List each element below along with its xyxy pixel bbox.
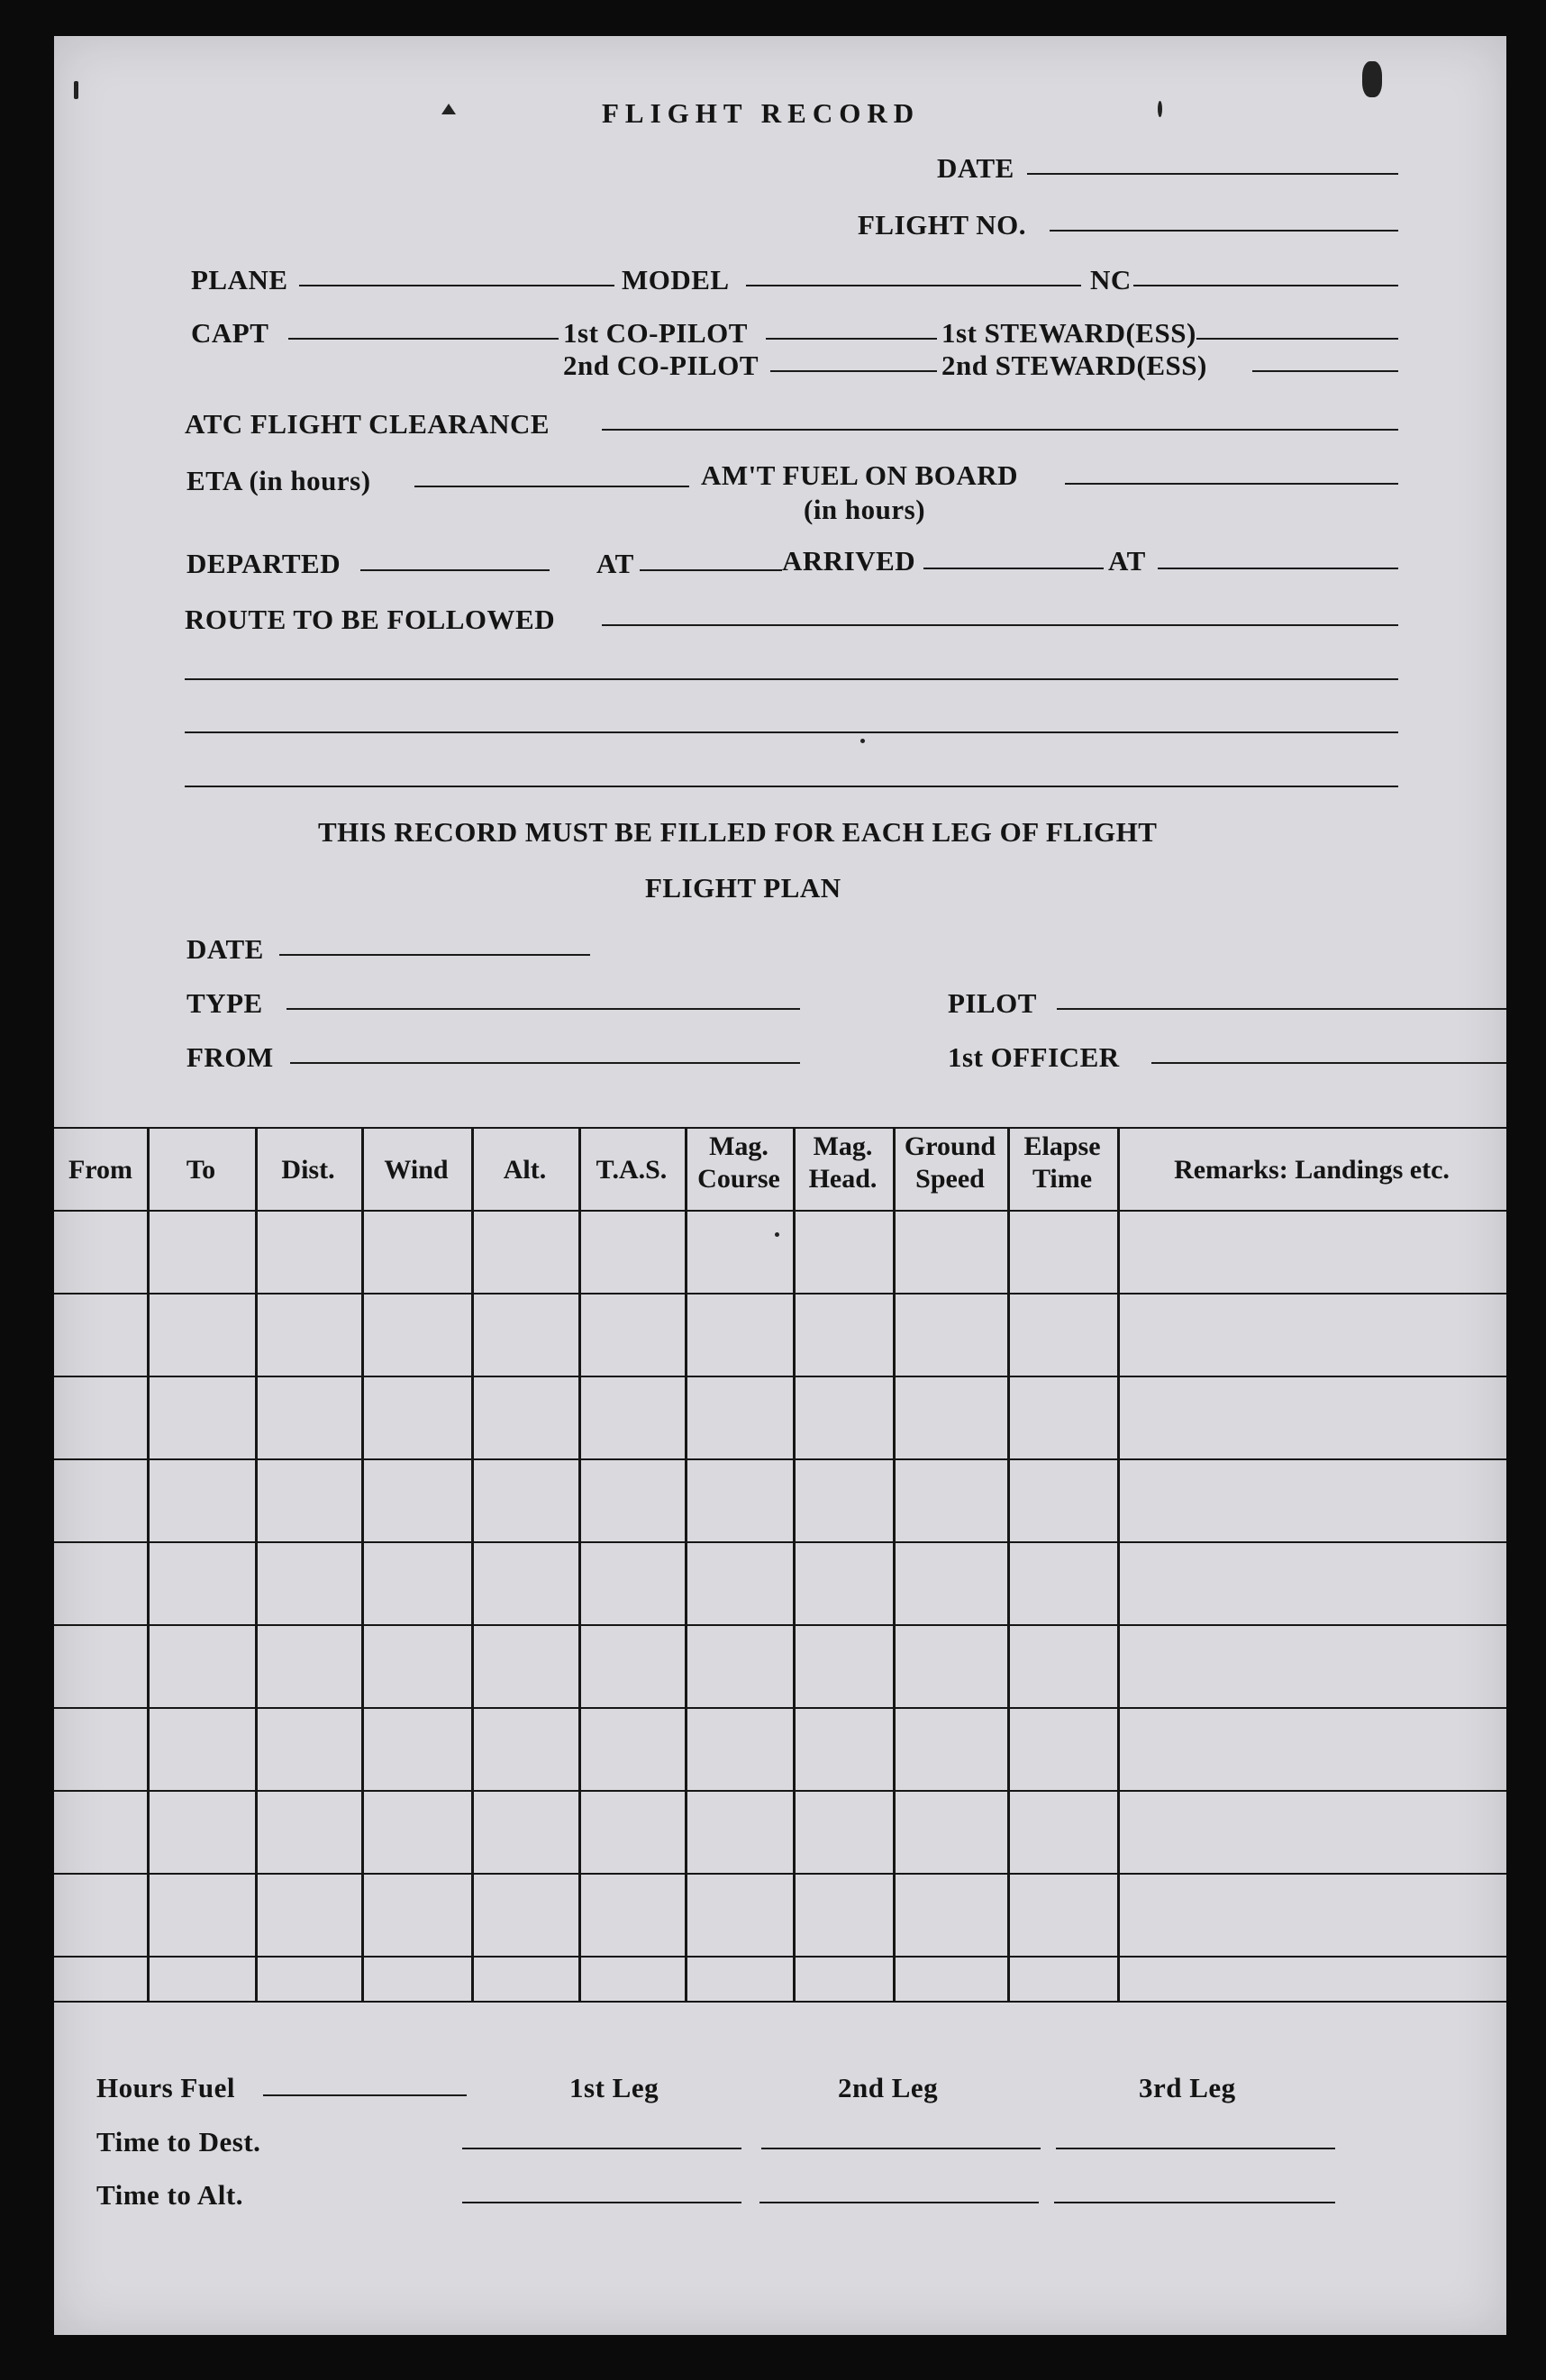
departed-label: DEPARTED [186,548,341,579]
table-header-cell: T.A.S. [596,1155,668,1185]
fp-from-field[interactable] [290,1062,800,1064]
table-row[interactable] [54,1956,1506,2001]
co-pilot-2-field[interactable] [770,370,937,372]
route-field-4[interactable] [185,786,1398,787]
hours-fuel-field[interactable] [263,2094,467,2096]
table-row[interactable] [54,1210,1506,1293]
arrived-field[interactable] [923,568,1104,569]
route-field-2[interactable] [185,678,1398,680]
ink-mark [74,81,78,99]
table-row[interactable] [54,1293,1506,1376]
table-row[interactable] [54,1873,1506,1956]
leg-3-label: 3rd Leg [1139,2072,1236,2103]
date-field[interactable] [1027,173,1398,175]
fp-date-field[interactable] [279,954,590,956]
flight-no-label: FLIGHT NO. [858,209,1027,241]
table-row[interactable] [54,1458,1506,1541]
leg-2-label: 2nd Leg [838,2072,939,2103]
fp-officer-label: 1st OFFICER [948,1041,1120,1073]
at-field-2[interactable] [1158,568,1398,569]
departed-field[interactable] [360,569,550,571]
eta-label: ETA (in hours) [186,465,371,496]
dest-leg-3-field[interactable] [1056,2148,1335,2149]
table-header-cell: Dist. [281,1155,335,1185]
model-label: MODEL [622,264,730,295]
table-row[interactable] [54,1624,1506,1707]
steward-1-label: 1st STEWARD(ESS) [941,317,1196,349]
at-field-1[interactable] [640,569,782,571]
arrived-label: ARRIVED [782,545,916,577]
plane-label: PLANE [191,264,288,295]
table-header-cell: Mag. Course [697,1131,780,1194]
table-row[interactable] [54,1790,1506,1873]
alt-leg-3-field[interactable] [1054,2202,1335,2203]
capt-label: CAPT [191,317,269,349]
model-field[interactable] [746,285,1081,286]
fp-type-label: TYPE [186,987,263,1019]
eta-field[interactable] [414,486,689,487]
at-label-2: AT [1108,545,1146,577]
table-bottom-border [54,2001,1506,2003]
form-title: FLIGHT RECORD [602,97,921,129]
atc-field[interactable] [602,429,1398,431]
table-header-cell: Mag. Head. [808,1131,878,1194]
table-row[interactable] [54,1707,1506,1790]
table-header-cell: To [186,1155,216,1185]
table-header-cell: Remarks: Landings etc. [1174,1155,1450,1185]
fp-from-label: FROM [186,1041,274,1073]
notice-text: THIS RECORD MUST BE FILLED FOR EACH LEG OF FLIGHT [318,816,1158,848]
time-to-alt-label: Time to Alt. [96,2179,243,2211]
steward-2-label: 2nd STEWARD(ESS) [941,350,1207,381]
ink-mark [1158,101,1162,117]
capt-field[interactable] [288,338,559,340]
route-field-3[interactable] [185,731,1398,733]
table-row[interactable] [54,1376,1506,1458]
fp-date-label: DATE [186,933,264,965]
table-header-cell: Wind [384,1155,449,1185]
flight-no-field[interactable] [1050,230,1398,232]
steward-2-field[interactable] [1252,370,1398,372]
alt-leg-2-field[interactable] [759,2202,1039,2203]
time-to-dest-label: Time to Dest. [96,2126,261,2157]
route-label: ROUTE TO BE FOLLOWED [185,604,556,635]
date-label: DATE [937,152,1014,184]
flight-plan-heading: FLIGHT PLAN [645,872,841,904]
nc-field[interactable] [1133,285,1398,286]
ink-dot [775,1232,779,1237]
route-field-1[interactable] [602,624,1398,626]
hours-fuel-label: Hours Fuel [96,2072,235,2103]
leg-1-label: 1st Leg [569,2072,659,2103]
co-pilot-2-label: 2nd CO-PILOT [563,350,759,381]
table-header-cell: From [68,1155,133,1185]
arrow-mark [441,104,456,114]
table-header-cell: Ground Speed [904,1131,996,1194]
plane-field[interactable] [299,285,614,286]
at-label-1: AT [596,548,634,579]
fuel-field[interactable] [1065,483,1398,485]
dest-leg-2-field[interactable] [761,2148,1041,2149]
ink-blot [1362,61,1382,97]
fp-type-field[interactable] [286,1008,800,1010]
table-header-cell: Elapse Time [1023,1131,1101,1194]
table-row[interactable] [54,1541,1506,1624]
co-pilot-1-field[interactable] [766,338,937,340]
fp-pilot-field[interactable] [1057,1008,1506,1010]
table-top-border [54,1127,1506,1129]
atc-label: ATC FLIGHT CLEARANCE [185,408,550,440]
fuel-sub-label: (in hours) [804,494,926,525]
co-pilot-1-label: 1st CO-PILOT [563,317,748,349]
fp-pilot-label: PILOT [948,987,1037,1019]
alt-leg-1-field[interactable] [462,2202,741,2203]
steward-1-field[interactable] [1196,338,1398,340]
form-paper [54,36,1506,2335]
ink-dot [860,739,865,743]
fp-officer-field[interactable] [1151,1062,1506,1064]
dest-leg-1-field[interactable] [462,2148,741,2149]
table-header-cell: Alt. [503,1155,547,1185]
nc-label: NC [1090,264,1132,295]
fuel-label: AM'T FUEL ON BOARD [701,459,1019,491]
